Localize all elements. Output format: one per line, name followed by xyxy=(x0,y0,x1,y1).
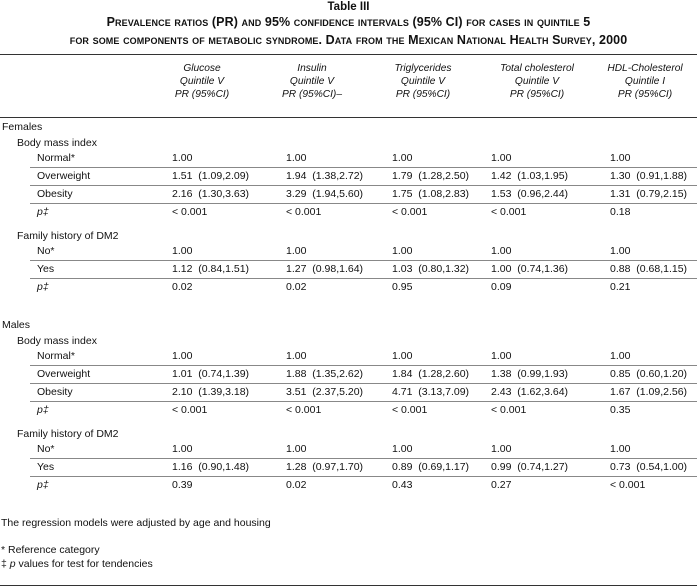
table-cell: 1.00 xyxy=(392,350,413,362)
p-value-p: p xyxy=(9,558,16,570)
table-cell: 1.27 (0.98,1.64) xyxy=(286,263,364,275)
table-row xyxy=(0,441,697,458)
table-cell: < 0.001 xyxy=(610,479,646,491)
table-number: Table III xyxy=(327,1,370,13)
column-header-0 xyxy=(147,62,257,102)
row-label: Yes xyxy=(37,461,55,473)
table-cell: 0.88 (0.68,1.15) xyxy=(610,263,688,275)
table-cell: 0.18 xyxy=(610,206,631,218)
table-row xyxy=(0,243,697,260)
table-cell: 0.21 xyxy=(610,281,631,293)
column-header-stat: PR (95%CI) xyxy=(174,89,230,101)
column-header-quintile: Quintile V xyxy=(289,76,335,88)
table-row xyxy=(0,366,697,383)
table-cell: 0.85 (0.60,1.20) xyxy=(610,368,688,380)
adjustment-note: The regression models were adjusted by age and housing xyxy=(1,517,271,529)
table-cell: < 0.001 xyxy=(392,404,428,416)
row-label: p‡ xyxy=(37,206,49,218)
table-cell: 1.00 xyxy=(172,245,193,257)
table-cell: 1.01 (0.74,1.39) xyxy=(172,368,250,380)
table-cell: 4.71 (3.13,7.09) xyxy=(392,386,470,398)
header-top-rule xyxy=(0,54,697,55)
section-label: Females xyxy=(2,121,43,133)
table-cell: 1.16 (0.90,1.48) xyxy=(172,461,250,473)
row-label: No* xyxy=(37,443,55,455)
table-row xyxy=(0,168,697,185)
table-cell: 1.00 xyxy=(172,350,193,362)
table-cell: 1.00 xyxy=(286,443,307,455)
table-cell: 1.30 (0.91,1.88) xyxy=(610,170,688,182)
column-header-4 xyxy=(590,62,697,102)
table-cell: 1.88 (1.35,2.62) xyxy=(286,368,364,380)
table-cell: 1.00 xyxy=(286,350,307,362)
column-header-quintile: Quintile V xyxy=(179,76,225,88)
table-row xyxy=(0,150,697,167)
column-header-name: Glucose xyxy=(183,63,221,74)
table-cell: 0.27 xyxy=(491,479,512,491)
column-header-1 xyxy=(257,62,367,102)
column-header-stat: PR (95%CI) xyxy=(395,89,451,101)
table-cell: 1.84 (1.28,2.60) xyxy=(392,368,470,380)
table-cell: 1.67 (1.09,2.56) xyxy=(610,386,688,398)
table-cell: 1.31 (0.79,2.15) xyxy=(610,188,688,200)
column-header-stat: PR (95%CI)– xyxy=(281,89,342,101)
group-label: Family history of DM2 xyxy=(17,230,119,242)
table-row xyxy=(0,348,697,365)
section-label: Males xyxy=(2,319,31,331)
column-header-name: Insulin xyxy=(297,63,327,74)
group-label: Family history of DM2 xyxy=(17,428,119,440)
table-cell: < 0.001 xyxy=(172,206,208,218)
table-cell: 0.02 xyxy=(286,479,307,491)
column-header-quintile: Quintile I xyxy=(624,76,666,88)
table-row xyxy=(0,204,697,221)
table-cell: 1.75 (1.08,2.83) xyxy=(392,188,470,200)
table-title-line-1: Prevalence ratios (PR) and 95% confidence intervals (95% CI) for cases in quintile 5 xyxy=(106,15,591,29)
table-cell: 3.29 (1.94,5.60) xyxy=(286,188,364,200)
table-cell: 1.00 xyxy=(491,443,512,455)
table-cell: 1.51 (1.09,2.09) xyxy=(172,170,250,182)
p-value-symbol: ‡ xyxy=(1,558,7,570)
table-cell: 0.02 xyxy=(172,281,193,293)
row-label: Obesity xyxy=(37,188,73,200)
table-cell: 1.03 (0.80,1.32) xyxy=(392,263,470,275)
column-header-quintile: Quintile V xyxy=(514,76,560,88)
table-cell: < 0.001 xyxy=(286,206,322,218)
row-label: Overweight xyxy=(37,368,91,380)
column-header-stat: PR (95%CI) xyxy=(509,89,565,101)
table-row xyxy=(0,402,697,419)
p-value-note xyxy=(1,558,153,571)
table-cell: 1.00 xyxy=(491,350,512,362)
table-cell: 1.00 xyxy=(491,152,512,164)
group-label: Body mass index xyxy=(17,137,97,149)
table-cell: 0.43 xyxy=(392,479,413,491)
table-cell: 2.43 (1.62,3.64) xyxy=(491,386,569,398)
row-label: p‡ xyxy=(37,479,49,491)
header-bottom-rule xyxy=(0,117,697,118)
row-label: Overweight xyxy=(37,170,91,182)
table-cell: 1.79 (1.28,2.50) xyxy=(392,170,470,182)
table-cell: 0.35 xyxy=(610,404,631,416)
table-cell: < 0.001 xyxy=(286,404,322,416)
reference-note: * Reference category xyxy=(1,544,100,556)
table-cell: 1.00 xyxy=(392,152,413,164)
column-header-3 xyxy=(482,62,592,102)
table-cell: 1.00 xyxy=(610,152,631,164)
table-cell: 1.00 xyxy=(610,443,631,455)
table-cell: < 0.001 xyxy=(491,404,527,416)
table-cell: 1.28 (0.97,1.70) xyxy=(286,461,364,473)
row-label: No* xyxy=(37,245,55,257)
table-cell: 0.73 (0.54,1.00) xyxy=(610,461,688,473)
table-cell: 2.16 (1.30,3.63) xyxy=(172,188,250,200)
column-header-2 xyxy=(368,62,478,102)
table-cell: 1.42 (1.03,1.95) xyxy=(491,170,569,182)
row-label: p‡ xyxy=(37,404,49,416)
table-cell: 1.53 (0.96,2.44) xyxy=(491,188,569,200)
table-row xyxy=(0,186,697,203)
table-cell: 1.00 xyxy=(610,350,631,362)
table-cell: 1.94 (1.38,2.72) xyxy=(286,170,364,182)
table-row xyxy=(0,261,697,278)
table-row xyxy=(0,459,697,476)
table-cell: 0.02 xyxy=(286,281,307,293)
row-label: Normal* xyxy=(37,152,75,164)
table-cell: 0.09 xyxy=(491,281,512,293)
row-label: Obesity xyxy=(37,386,73,398)
column-header-name: HDL-Cholesterol xyxy=(607,63,683,74)
table-cell: 1.00 xyxy=(172,152,193,164)
table-cell: 1.00 xyxy=(491,245,512,257)
table-cell: 1.00 xyxy=(392,443,413,455)
table-cell: 1.00 (0.74,1.36) xyxy=(491,263,569,275)
table-cell: 1.00 xyxy=(610,245,631,257)
table-cell: 1.38 (0.99,1.93) xyxy=(491,368,569,380)
table-cell: 1.12 (0.84,1.51) xyxy=(172,263,250,275)
table-cell: < 0.001 xyxy=(491,206,527,218)
column-header-stat: PR (95%CI) xyxy=(617,89,673,101)
table-row xyxy=(0,279,697,296)
table-cell: < 0.001 xyxy=(392,206,428,218)
table-cell: 1.00 xyxy=(392,245,413,257)
p-value-text: values for test for tendencies xyxy=(15,558,153,570)
table-cell: 3.51 (2.37,5.20) xyxy=(286,386,364,398)
table-cell: 0.95 xyxy=(392,281,413,293)
table-cell: 0.39 xyxy=(172,479,193,491)
column-header-name: Triglycerides xyxy=(394,63,452,74)
row-label: Yes xyxy=(37,263,55,275)
table-cell: 2.10 (1.39,3.18) xyxy=(172,386,250,398)
row-label: p‡ xyxy=(37,281,49,293)
row-label: Normal* xyxy=(37,350,75,362)
table-cell: < 0.001 xyxy=(172,404,208,416)
group-label: Body mass index xyxy=(17,335,97,347)
column-header-quintile: Quintile V xyxy=(400,76,446,88)
column-header-name: Total cholesterol xyxy=(500,63,574,74)
table-title-line-2: for some components of metabolic syndrome. Data from the Mexican National Health Survey, 2000 xyxy=(69,33,628,47)
table-row xyxy=(0,477,697,494)
table-bottom-rule xyxy=(0,585,697,586)
table-cell: 1.00 xyxy=(172,443,193,455)
table-cell: 1.00 xyxy=(286,245,307,257)
table-cell: 0.89 (0.69,1.17) xyxy=(392,461,470,473)
table-cell: 0.99 (0.74,1.27) xyxy=(491,461,569,473)
table-cell: 1.00 xyxy=(286,152,307,164)
table-row xyxy=(0,384,697,401)
